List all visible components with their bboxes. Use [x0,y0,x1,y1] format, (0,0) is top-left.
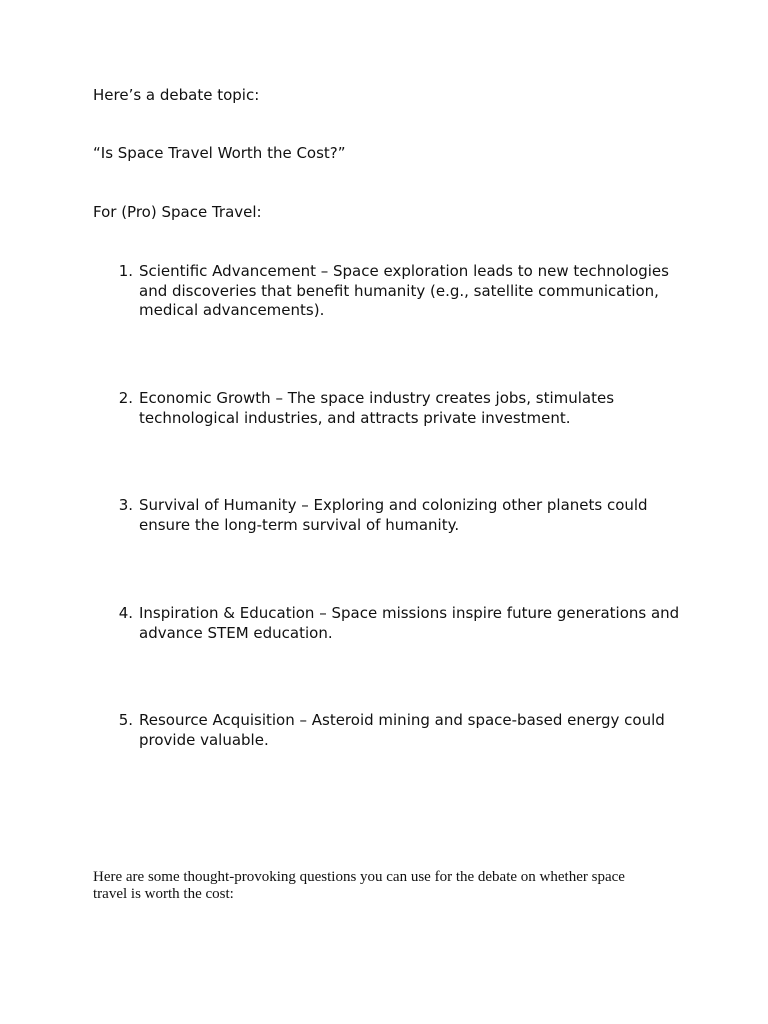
list-item-text: Economic Growth – The space industry creates jobs, stimulates technological industries, and attracts private investment. [139,389,615,427]
list-item [93,262,693,321]
list-item-text: Resource Acquisition – Asteroid mining and space-based energy could provide valuable. [139,711,665,749]
list-item [93,389,693,428]
list-number: 2. [118,389,133,407]
list-item [93,711,693,750]
list-number: 4. [118,604,133,622]
debate-topic: “Is Space Travel Worth the Cost?” [93,144,346,162]
footer-paragraph: Here are some thought-provoking questions you can use for the debate on whether space travel is worth the cost: [93,869,625,902]
list-number: 1. [118,262,133,280]
list-item-text: Survival of Humanity – Exploring and colonizing other planets could ensure the long-term survival of humanity. [139,496,648,534]
list-item-text: Scientific Advancement – Space exploration leads to new technologies and discoveries that benefit humanity (e.g., satellite communication, medical advancements). [139,262,669,319]
list-number: 3. [118,496,133,514]
intro-text: Here’s a debate topic: [93,86,260,104]
list-number: 5. [118,711,133,729]
list-item-text: Inspiration & Education – Space missions inspire future generations and advance STEM education. [139,604,680,642]
list-item [93,604,693,643]
section-heading: For (Pro) Space Travel: [93,203,262,221]
list-item [93,496,693,535]
